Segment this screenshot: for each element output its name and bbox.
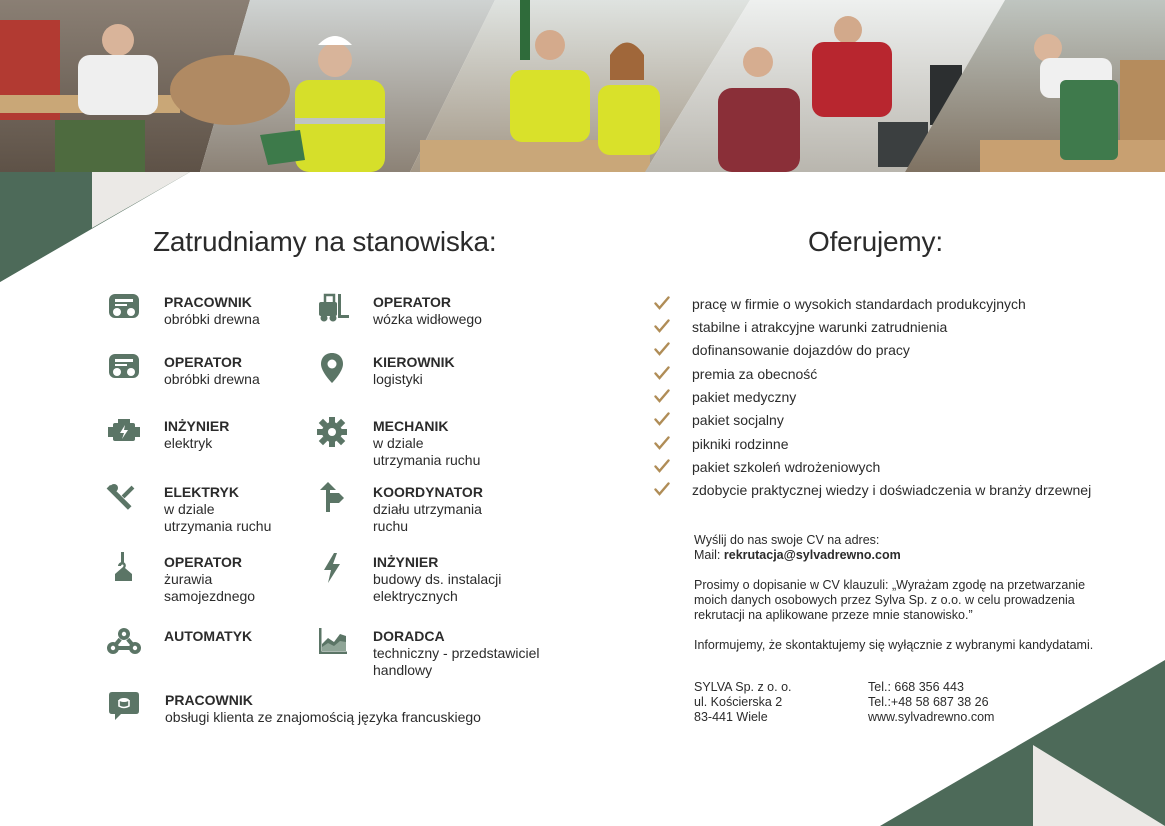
position-title: KOORDYNATOR — [373, 484, 483, 500]
company-contact — [868, 680, 994, 725]
offer-text: pakiet szkoleń wdrożeniowych — [692, 459, 881, 475]
position-desc: w dziale utrzymania ruchu — [164, 501, 272, 534]
machine-icon — [106, 290, 142, 326]
check-icon — [654, 388, 670, 404]
position-desc: budowy ds. instalacji elektrycznych — [373, 571, 502, 604]
position-title: PRACOWNIK — [164, 294, 252, 310]
check-icon — [654, 435, 670, 451]
check-icon — [654, 411, 670, 427]
check-icon — [654, 458, 670, 474]
position-title: AUTOMATYK — [164, 628, 253, 644]
forklift-icon — [315, 290, 351, 326]
map-pin-icon — [315, 350, 351, 386]
area-chart-icon — [315, 624, 351, 660]
clause-line: Prosimy o dopisanie w CV klauzuli: „Wyrażam zgodę na przetwarzanie — [694, 578, 1086, 592]
position-desc: elektryk — [164, 435, 213, 451]
company-city: 83-441 Wiele — [694, 710, 768, 724]
offer-text: pakiet socjalny — [692, 412, 784, 428]
lightning-icon — [315, 550, 351, 586]
offer-text: zdobycie praktycznej wiedzy i doświadczenia w branży drzewnej — [692, 482, 1092, 498]
position-desc: logistyki — [373, 371, 423, 387]
position-title: KIEROWNIK — [373, 354, 455, 370]
clause-line: rekrutacji na aplikowane przeze mnie stanowisko.” — [694, 608, 973, 622]
position-desc: żurawia samojezdnego — [164, 571, 256, 604]
crane-hook-icon — [106, 550, 142, 586]
mail-label: Mail: — [694, 548, 724, 562]
offer-text: dofinansowanie dojazdów do pracy — [692, 342, 910, 358]
position-title: DORADCA — [373, 628, 445, 644]
gear-icon — [315, 414, 351, 450]
engine-icon — [106, 414, 142, 450]
company-street: ul. Kościerska 2 — [694, 695, 783, 709]
contact-block — [694, 533, 1134, 563]
check-icon — [654, 295, 670, 311]
position-title: OPERATOR — [164, 354, 243, 370]
position-title: OPERATOR — [164, 554, 243, 570]
position-desc: obsługi klienta ze znajomością języka francuskiego — [165, 709, 481, 725]
position-title: ELEKTRYK — [164, 484, 239, 500]
direction-sign-icon — [315, 480, 351, 516]
check-icon — [654, 318, 670, 334]
tools-icon — [106, 480, 142, 516]
check-icon — [654, 341, 670, 357]
positions-heading: Zatrudniamy na stanowiska: — [153, 226, 497, 257]
check-icon — [654, 365, 670, 381]
mail-address: rekrutacja@sylvadrewno.com — [723, 548, 901, 562]
company-name: SYLVA Sp. z o. o. — [694, 680, 792, 694]
position-desc: techniczny - przedstawiciel handlowy — [373, 645, 540, 678]
automation-icon — [106, 624, 142, 660]
position-desc: w dziale utrzymania ruchu — [373, 435, 481, 468]
consent-clause — [694, 578, 1134, 623]
offer-text: pikniki rodzinne — [692, 436, 789, 452]
offers-heading: Oferujemy: — [808, 226, 943, 257]
offer-text: pakiet medyczny — [692, 389, 797, 405]
offer-text: premia za obecność — [692, 366, 818, 382]
company-address — [694, 680, 792, 725]
check-icon — [654, 481, 670, 497]
company-www: www.sylvadrewno.com — [868, 710, 995, 724]
position-title: PRACOWNIK — [165, 692, 253, 708]
clause-line: moich danych osobowych przez Sylva Sp. z o.o. w celu prowadzenia — [694, 593, 1075, 607]
position-desc: obróbki drewna — [164, 371, 260, 387]
position-desc: obróbki drewna — [164, 311, 260, 327]
position-title: INŻYNIER — [164, 418, 230, 434]
position-desc: działu utrzymania ruchu — [373, 501, 482, 534]
position-title: INŻYNIER — [373, 554, 439, 570]
machine-icon — [106, 350, 142, 386]
position-title: MECHANIK — [373, 418, 449, 434]
company-tel1: Tel.: 668 356 443 — [868, 680, 964, 694]
position-desc: wózka widłowego — [373, 311, 482, 327]
position-title: OPERATOR — [373, 294, 452, 310]
send-cv-text: Wyślij do nas swoje CV na adres: — [694, 533, 880, 547]
offer-text: pracę w firmie o wysokich standardach produkcyjnych — [692, 296, 1026, 312]
info-text: Informujemy, że skontaktujemy się wyłącznie z wybranymi kandydatami. — [694, 638, 1094, 652]
company-tel2: Tel.:+48 58 687 38 26 — [868, 695, 989, 709]
offer-text: stabilne i atrakcyjne warunki zatrudnienia — [692, 319, 948, 335]
chat-bubble-icon — [107, 688, 143, 724]
mail-line — [694, 548, 1134, 563]
